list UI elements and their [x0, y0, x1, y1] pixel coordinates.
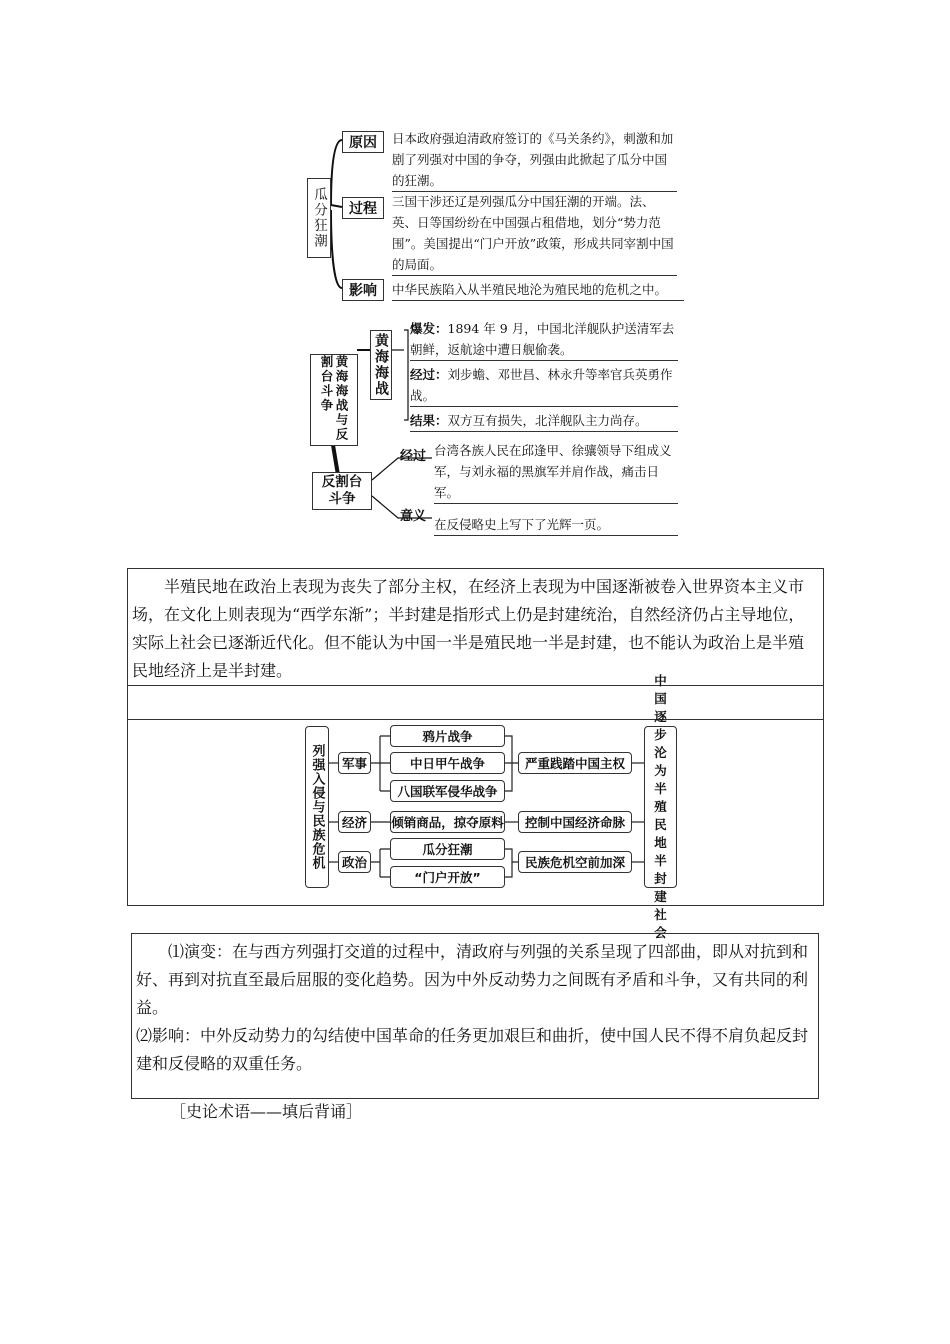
pol-open-door-box: “门户开放” [390, 866, 505, 888]
war-eight-nation: 八国联军侵华战争 [390, 780, 505, 802]
pol-result-box: 民族危机空前加深 [518, 851, 632, 873]
econ-result-box: 控制中国经济命脉 [518, 811, 632, 833]
branch-label-process: 过程 [342, 197, 384, 219]
war-result-box: 严重践踏中国主权 [518, 752, 632, 774]
econ-item-box: 倾销商品，掠夺原料 [390, 811, 505, 833]
impact-paragraph: ⑵影响：中外反动势力的勾结使中国革命的任务更加艰巨和曲折，使中国人民不得不肩负起反封建和反侵略的双重任务。 [136, 1026, 809, 1073]
war-opium: 鸦片战争 [390, 725, 505, 747]
branch-text-impact: 中华民族陷入从半殖民地沦为殖民地的危机之中。 [392, 279, 684, 301]
battle-outbreak-text: 1894 年 9 月，中国北洋舰队护送清军去朝鲜，返航途中遭日舰偷袭。 [410, 321, 675, 357]
invasion-root: 列强入侵与民族危机 [305, 726, 329, 888]
battle-outbreak-key: 爆发： [410, 321, 448, 336]
military-box: 军事 [338, 752, 371, 774]
pol-partition-box: 瓜分狂潮 [390, 838, 505, 860]
taiwan-meaning-key: 意义 [400, 508, 427, 523]
taiwan-process-text: 台湾各族人民在邱逢甲、徐骧领导下组成义军，与刘永福的黑旗军并肩作战，痛击日军。 [434, 440, 678, 504]
root-label: 瓜分狂潮 [307, 178, 331, 258]
battle-process-key: 经过： [410, 367, 448, 382]
branch-text-cause: 日本政府强迫清政府签订的《马关条约》，刺激和加剧了列强对中国的争夺，列强由此掀起了瓜分中国的狂潮。 [392, 128, 677, 192]
war-sino-japanese: 中日甲午战争 [390, 752, 505, 774]
taiwan-meaning-text: 在反侵略史上写下了光辉一页。 [434, 514, 678, 536]
battle-label: 黄海海战 [370, 330, 392, 400]
battle-result-text: 双方互有损失，北洋舰队主力尚存。 [447, 413, 648, 428]
branch-label-cause: 原因 [342, 131, 384, 153]
semi-colonial-paragraph: 半殖民地在政治上表现为丧失了部分主权，在经济上表现为中国逐渐被卷入世界资本主义市场，在文化上则表现为“西学东渐”；半封建是指形式上仍是封建统治，自然经济仍占主导地位，实际上社会已逐渐近代化。但不能认为中国一半是殖民地一半是封建，也不能认为政治上是半殖民地经济上是半封建。 [132, 577, 805, 680]
economy-box: 经济 [338, 811, 371, 833]
evolution-paragraph: ⑴演变：在与西方列强打交道的过程中，清政府与列强的关系呈现了四部曲，即从对抗到和好、再到对抗直至最后屈服的变化趋势。因为中外反动势力之间既有矛盾和斗争，又有共同的利益。 [136, 942, 809, 1017]
battle-result-key: 结果： [410, 413, 448, 428]
conclusion-box: 中国逐步沦为半殖民地半封建社会 [644, 726, 677, 888]
taiwan-label: 反割台斗争 [312, 472, 372, 510]
branch-text-process: 三国干涉还辽是列强瓜分中国狂潮的开端。法、英、日等国纷纷在中国强占租借地，划分“势力范围”。美国提出“门户开放”政策，形成共同宰割中国的局面。 [392, 191, 677, 276]
evolution-box [131, 933, 819, 1099]
politics-box: 政治 [338, 851, 371, 873]
footer-note: ［史论术语——填后背诵］ [170, 1102, 363, 1121]
taiwan-process-key: 经过 [400, 448, 427, 463]
diagram2-root: 黄海海战与反割台斗争 [310, 354, 358, 446]
branch-label-impact: 影响 [342, 279, 384, 301]
battle-process-text: 刘步蟾、邓世昌、林永升等率官兵英勇作战。 [410, 367, 673, 403]
